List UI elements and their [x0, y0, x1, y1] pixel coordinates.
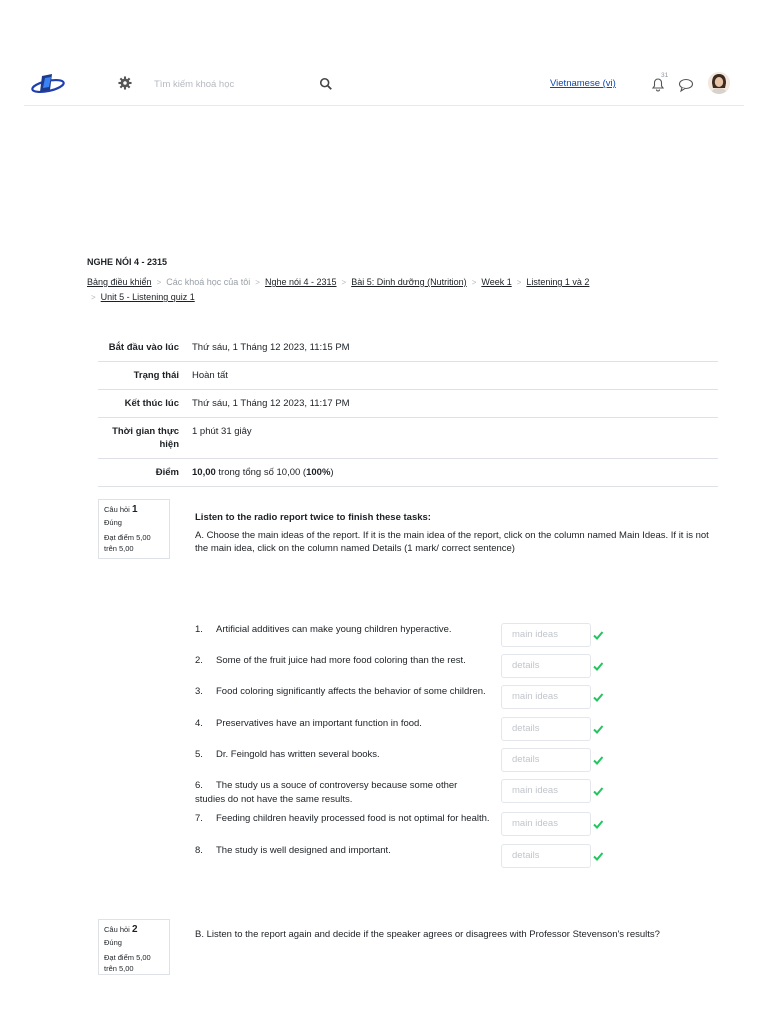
- summary-value: Thứ sáu, 1 Tháng 12 2023, 11:15 PM: [192, 342, 350, 353]
- breadcrumb-dashboard[interactable]: Bảng điều khiển: [87, 277, 152, 287]
- question-label: Câu hỏi: [104, 925, 130, 934]
- check-icon: [592, 660, 604, 672]
- check-icon: [592, 818, 604, 830]
- summary-label: Trạng thái: [133, 370, 179, 381]
- gear-icon[interactable]: [118, 76, 132, 90]
- answer-select[interactable]: main ideas: [501, 623, 591, 647]
- search-icon[interactable]: [319, 77, 333, 91]
- answer-select[interactable]: main ideas: [501, 779, 591, 803]
- question-instructions: A. Choose the main ideas of the report. If it is the main idea of the report, click on the column named Main Ideas. If it is not the main idea, click on the column named Details (1 mark/ correct sentence): [195, 530, 709, 554]
- attempt-summary-table: [98, 334, 718, 487]
- summary-row-state: [98, 362, 718, 390]
- grade-text: trong tổng số 10,00 (: [215, 467, 307, 478]
- check-icon: [592, 723, 604, 735]
- breadcrumb-quiz[interactable]: Unit 5 - Listening quiz 1: [100, 292, 195, 302]
- breadcrumb-separator: >: [255, 278, 260, 287]
- check-icon: [592, 754, 604, 766]
- breadcrumb-separator: >: [156, 278, 162, 287]
- answer-select[interactable]: main ideas: [501, 812, 591, 836]
- summary-value: [192, 466, 718, 479]
- question-state: Đúng: [104, 518, 122, 527]
- grade-percent: 100%: [306, 467, 331, 478]
- language-menu[interactable]: Vietnamese (vi): [550, 78, 616, 89]
- question-2-text: B. Listen to the report again and decide if the speaker agrees or disagrees with Professor Stevenson's results?: [195, 929, 660, 940]
- check-icon: [592, 691, 604, 703]
- breadcrumb-separator: >: [91, 293, 96, 302]
- chat-icon[interactable]: [678, 77, 694, 93]
- summary-row-completed: [98, 390, 718, 418]
- breadcrumb-separator: >: [341, 278, 347, 287]
- summary-label: Thời gian thực hiện: [112, 426, 179, 450]
- item-text: 3. Food coloring significantly affects the behavior of some children.: [195, 686, 486, 697]
- item-text: 4. Preservatives have an important function in food.: [195, 718, 422, 729]
- answer-select[interactable]: details: [501, 654, 591, 678]
- summary-label: Điểm: [155, 467, 179, 478]
- logo-icon[interactable]: [30, 72, 66, 96]
- breadcrumb-my-courses: Các khoá học của tôi: [166, 277, 251, 287]
- question-1-content: [195, 512, 715, 555]
- summary-value: Thứ sáu, 1 Tháng 12 2023, 11:17 PM: [192, 398, 350, 409]
- navbar: [24, 62, 744, 106]
- item-text: 8. The study is well designed and important.: [195, 845, 391, 856]
- item-text: 2. Some of the fruit juice had more food coloring than the rest.: [195, 655, 466, 666]
- summary-row-started: [98, 334, 718, 362]
- breadcrumb-listening[interactable]: Listening 1 và 2: [526, 277, 590, 287]
- item-text: 1. Artificial additives can make young children hyperactive.: [195, 624, 452, 635]
- question-state: Đúng: [104, 938, 122, 947]
- item-text: 6. The study us a souce of controversy because some other studies do not have the same results.: [195, 780, 458, 805]
- avatar[interactable]: [708, 72, 730, 94]
- question-prompt: Listen to the radio report twice to finish these tasks:: [195, 512, 431, 523]
- breadcrumb: [87, 275, 647, 305]
- question-number: 1: [131, 504, 138, 515]
- breadcrumb-section[interactable]: Bài 5: Dinh dưỡng (Nutrition): [351, 277, 467, 287]
- question-label: Câu hỏi: [104, 505, 130, 514]
- summary-value: 1 phút 31 giây: [192, 426, 252, 437]
- question-number: 2: [131, 924, 138, 935]
- check-icon: [592, 629, 604, 641]
- summary-value: Hoàn tất: [192, 370, 228, 381]
- summary-label: Bắt đầu vào lúc: [108, 342, 179, 353]
- breadcrumb-separator: >: [516, 278, 522, 287]
- question-2-info: [98, 919, 170, 975]
- breadcrumb-separator: >: [471, 278, 477, 287]
- grade-score: 10,00: [192, 467, 216, 478]
- summary-label: Kết thúc lúc: [124, 398, 179, 409]
- item-text: 7. Feeding children heavily processed food is not optimal for health.: [195, 813, 490, 824]
- answer-select[interactable]: details: [501, 717, 591, 741]
- breadcrumb-course[interactable]: Nghe nói 4 - 2315: [264, 277, 337, 287]
- summary-row-time: [98, 418, 718, 459]
- course-title: NGHE NÓI 4 - 2315: [87, 257, 168, 267]
- grade-text-end: ): [330, 467, 334, 478]
- breadcrumb-week[interactable]: Week 1: [481, 277, 512, 287]
- answer-select[interactable]: main ideas: [501, 685, 591, 709]
- search-input[interactable]: [154, 74, 304, 94]
- check-icon: [592, 850, 604, 862]
- question-mark: Đạt điểm 5,00 trên 5,00: [104, 533, 151, 553]
- item-text: 5. Dr. Feingold has written several books.: [195, 749, 380, 760]
- summary-row-grade: [98, 459, 718, 487]
- answer-select[interactable]: details: [501, 844, 591, 868]
- check-icon: [592, 785, 604, 797]
- question-mark: Đạt điểm 5,00 trên 5,00: [104, 953, 151, 973]
- answer-select[interactable]: details: [501, 748, 591, 772]
- notification-count: 31: [661, 72, 669, 79]
- question-1-info: [98, 499, 170, 559]
